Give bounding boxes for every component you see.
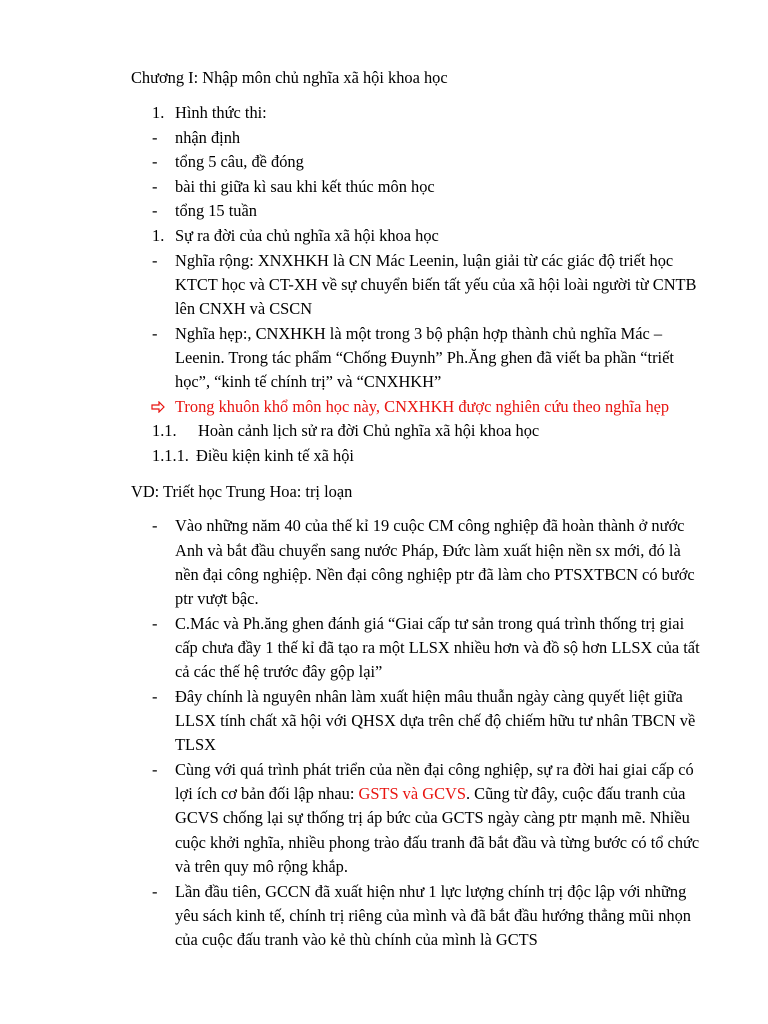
paragraph-line: Cùng với quá trình phát triển của nền đại công nghiệp, sự ra đời hai giai cấp có [175, 760, 694, 779]
conclusion-note: Trong khuôn khổ môn học này, CNXHKH được nghiên cứu theo nghĩa hẹp [175, 397, 670, 416]
arrow-right-icon [151, 401, 165, 413]
paragraph-line: Vào những năm 40 của thế kỉ 19 cuộc CM công nghiệp đã hoàn thành ở nước [175, 516, 685, 535]
broad-meaning-line: Nghĩa rộng: XNXHKH là CN Mác Leenin, luận giải từ các giác độ triết học [175, 251, 674, 270]
paragraph-line: LLSX tính chất xã hội với QHSX dựa trên chế độ chiếm hữu tư nhân TBCN về [175, 711, 696, 730]
paragraph-line: Lần đầu tiên, GCCN đã xuất hiện như 1 lực lượng chính trị độc lập với những [175, 882, 687, 901]
subsection-heading: Hoàn cảnh lịch sử ra đời Chủ nghĩa xã hội khoa học [198, 421, 540, 440]
dash-marker: - [152, 882, 158, 901]
section-number: 1. [152, 103, 165, 122]
dash-marker: - [152, 251, 158, 270]
paragraph-line-mixed [175, 784, 685, 804]
paragraph-line: ptr vượt bậc. [175, 589, 259, 608]
list-item: nhận định [175, 128, 241, 147]
list-item: tổng 5 câu, đề đóng [175, 152, 304, 171]
narrow-meaning-line: Nghĩa hẹp:, CNXHKH là một trong 3 bộ phận hợp thành chủ nghĩa Mác – [175, 324, 663, 343]
paragraph-line: TLSX [175, 735, 216, 754]
dash-marker: - [152, 760, 158, 779]
paragraph-line: cả các thế hệ trước đây gộp lại” [175, 662, 383, 681]
paragraph-line: GCVS chống lại sự thống trị áp bức của GCTS ngày càng ptr mạnh mẽ. Nhiều [175, 808, 690, 827]
dash-marker: - [152, 324, 158, 343]
narrow-meaning-line: Leenin. Trong tác phẩm “Chống Đuynh” Ph.Ăng ghen đã viết ba phần “triết [175, 348, 674, 367]
dash-marker: - [152, 516, 158, 535]
dash-marker: - [152, 614, 158, 633]
paragraph-line: yêu sách kinh tế, chính trị riêng của mình và đã bắt đầu hướng thẳng mũi nhọn [175, 906, 691, 925]
paragraph-line: nền đại công nghiệp. Nền đại công nghiệp ptr đã làm cho PTSXTBCN có bước [175, 565, 695, 584]
paragraph-line: và trên quy mô rộng khắp. [175, 857, 348, 876]
narrow-meaning-line: học”, “kinh tế chính trị” và “CNXHKH” [175, 372, 442, 391]
dash-marker: - [152, 687, 158, 706]
subsection-number: 1.1.1. [152, 446, 189, 465]
paragraph-line: cấp chưa đầy 1 thế kỉ đã tạo ra một LLSX nhiều hơn và đồ sộ hơn LLSX của tất [175, 638, 700, 657]
section-number: 1. [152, 226, 165, 245]
paragraph-line: Anh và bắt đầu chuyển sang nước Pháp, Đức làm xuất hiện nền sx mới, đó là [175, 541, 681, 560]
subsection-number: 1.1. [152, 421, 177, 440]
paragraph-line: của cuộc đấu tranh vào kẻ thù chính của mình là GCTS [175, 930, 538, 949]
highlighted-text: GSTS và GCVS [358, 784, 466, 803]
dash-marker: - [152, 201, 158, 220]
paragraph-line: Đây chính là nguyên nhân làm xuất hiện mâu thuẫn ngày càng quyết liệt giữa [175, 687, 683, 706]
text-span: . Cũng từ đây, cuộc đấu tranh của [465, 784, 686, 803]
section-heading: Hình thức thi: [175, 103, 267, 122]
subsection-heading: Điều kiện kinh tế xã hội [196, 446, 354, 465]
broad-meaning-line: KTCT học và CT-XH về sự chuyển biến tất yếu của xã hội loài người từ CNTB [175, 275, 697, 294]
chapter-title: Chương I: Nhập môn chủ nghĩa xã hội khoa học [131, 68, 448, 87]
paragraph-line: C.Mác và Ph.ăng ghen đánh giá “Giai cấp tư sản trong quá trình thống trị giai [175, 614, 685, 633]
text-span: lợi ích cơ bản đối lập nhau: [175, 784, 359, 803]
dash-marker: - [152, 177, 158, 196]
paragraph-line: cuộc khởi nghĩa, nhiều phong trào đấu tranh đã bắt đầu và từng bước có tổ chức [175, 833, 700, 852]
broad-meaning-line: lên CNXH và CSCN [175, 299, 313, 318]
list-item: bài thi giữa kì sau khi kết thúc môn học [175, 177, 435, 196]
list-item: tổng 15 tuần [175, 201, 257, 220]
example-line: VD: Triết học Trung Hoa: trị loạn [131, 482, 353, 501]
dash-marker: - [152, 152, 158, 171]
dash-marker: - [152, 128, 158, 147]
section-heading: Sự ra đời của chủ nghĩa xã hội khoa học [175, 226, 439, 245]
